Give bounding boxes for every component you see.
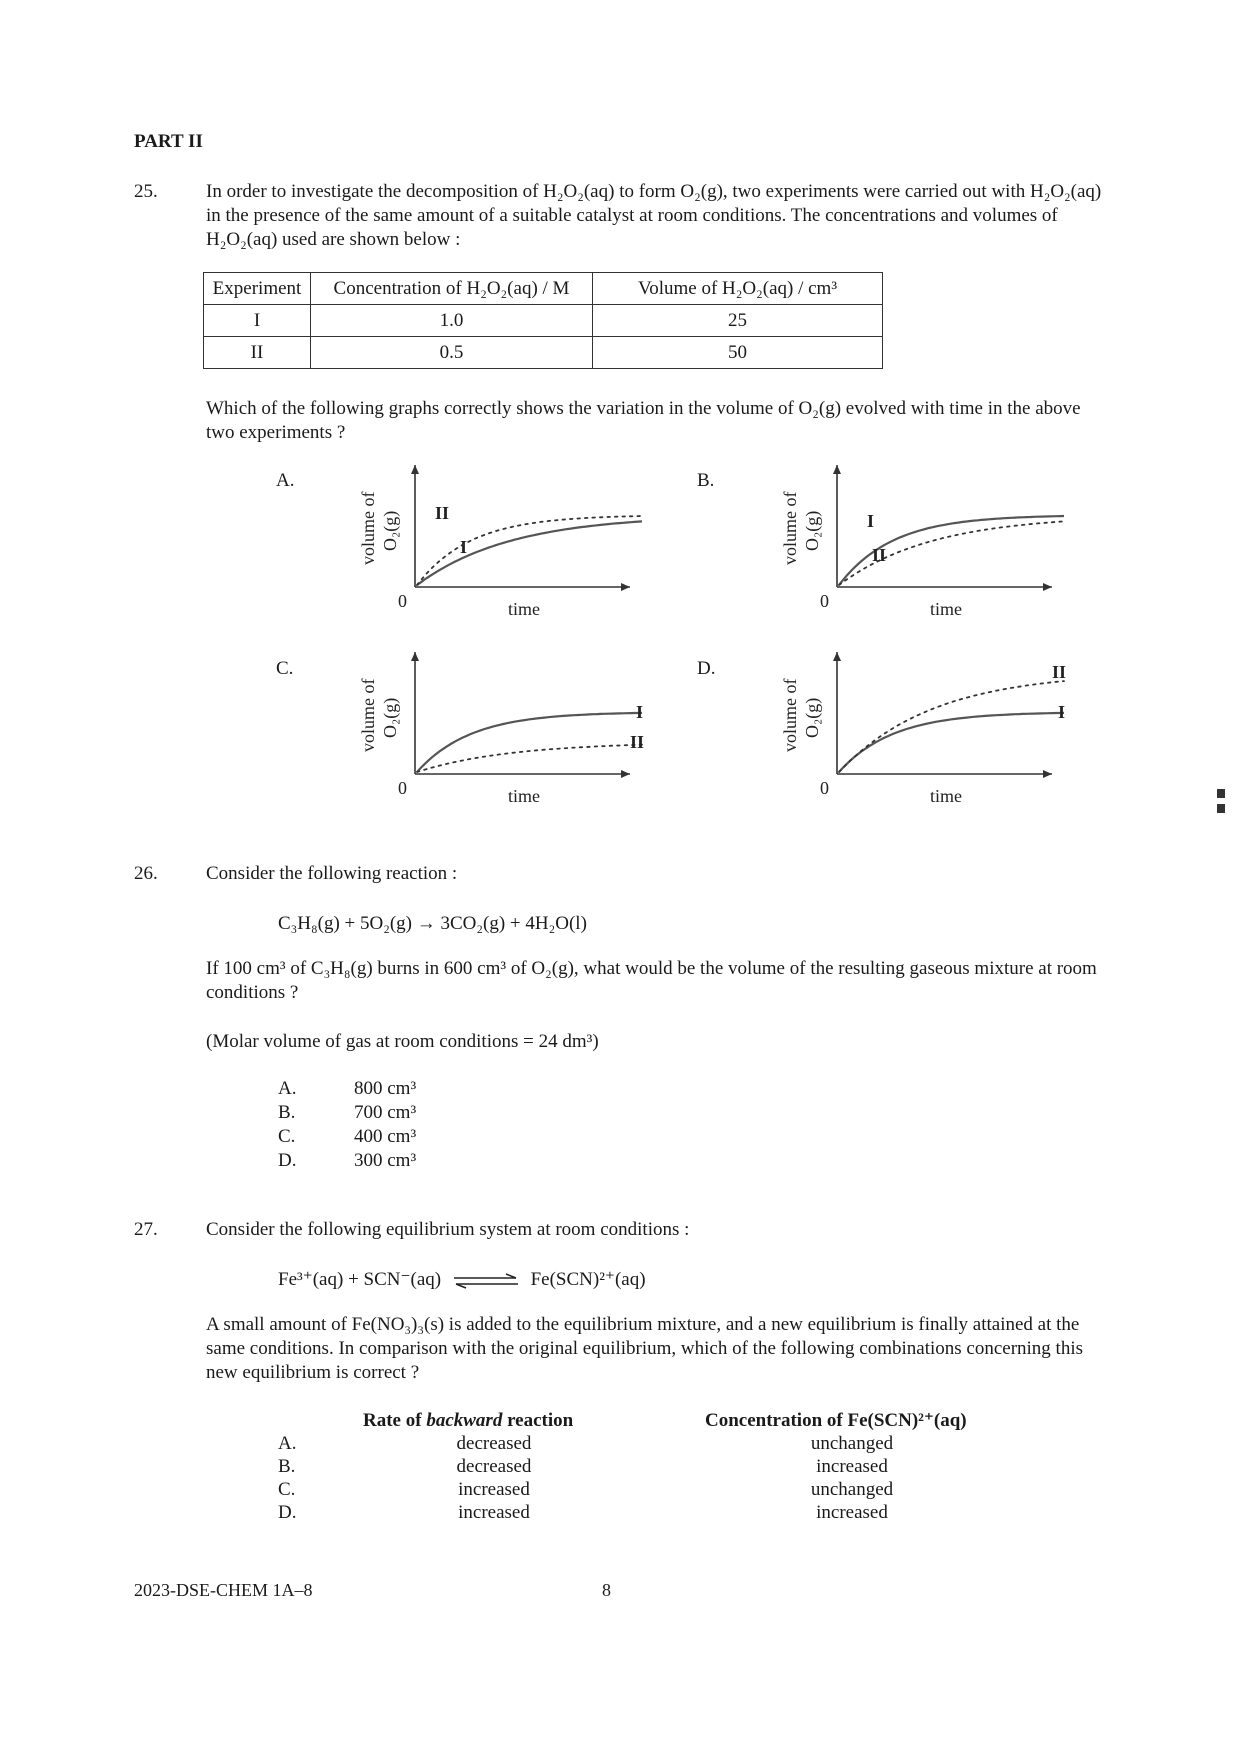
- table-row: [204, 305, 883, 337]
- series-i-label: I: [867, 511, 875, 531]
- graph-option-c: [350, 642, 650, 822]
- q27-col1-header: [363, 1409, 573, 1433]
- col1-header-suffix: reaction: [502, 1410, 574, 1431]
- q27-conc-column: [752, 1432, 952, 1524]
- series-i-label: I: [1058, 702, 1066, 722]
- side-mark: [1217, 804, 1225, 813]
- series-ii-curve: [417, 745, 642, 772]
- q27-equation: [278, 1268, 646, 1292]
- q26-options: [278, 1077, 416, 1173]
- graph-option-letter: B.: [697, 470, 715, 491]
- option-row[interactable]: [278, 1101, 416, 1125]
- table-cell: 1.0: [311, 305, 593, 337]
- option-text: 300 cm³: [354, 1150, 417, 1171]
- option-text: 700 cm³: [354, 1102, 417, 1123]
- y-axis-arrow-icon: [833, 652, 841, 661]
- graph-option-letter: A.: [276, 470, 295, 491]
- series-ii-label: II: [872, 545, 887, 565]
- y-axis-label: volume of: [358, 491, 378, 565]
- graph-option-d: [772, 642, 1072, 822]
- option-text: 400 cm³: [354, 1126, 417, 1147]
- option-conc: increased: [816, 1502, 888, 1523]
- equilibrium-arrows-icon: [450, 1273, 522, 1289]
- option-letter: A.: [278, 1433, 297, 1454]
- series-ii-curve: [417, 516, 642, 585]
- table-row: [204, 337, 883, 369]
- page-number: 8: [602, 1580, 611, 1600]
- option-conc: unchanged: [810, 1433, 894, 1454]
- q26-question: If 100 cm³ of C₃H₈(g) burns in 600 cm³ of O₂(g), what would be the volume of the resulting gaseous mixture at room conditions ?: [206, 958, 1097, 1003]
- x-axis-arrow-icon: [621, 583, 630, 591]
- table-header-cell: Experiment: [204, 273, 311, 305]
- q27-option-letters: [278, 1432, 296, 1524]
- col1-header-prefix: Rate of: [363, 1410, 427, 1431]
- series-ii-label: II: [435, 503, 450, 523]
- col1-header-emph: backward: [426, 1410, 503, 1431]
- option-rate: decreased: [456, 1456, 532, 1477]
- equation-left: Fe³⁺(aq) + SCN⁻(aq): [278, 1269, 442, 1290]
- option-letter: D.: [278, 1150, 297, 1171]
- table-cell: II: [204, 337, 311, 369]
- equation-right: Fe(SCN)²⁺(aq): [530, 1269, 646, 1290]
- footer-code: 2023-DSE-CHEM 1A–8: [134, 1580, 313, 1600]
- option-row[interactable]: [278, 1125, 416, 1149]
- series-i-curve: [417, 713, 645, 772]
- y-axis-label: volume of: [780, 678, 800, 752]
- table-header-cell: Volume of H₂O₂(aq) / cm³: [593, 273, 883, 305]
- y-axis-arrow-icon: [833, 465, 841, 474]
- q26-intro: Consider the following reaction :: [206, 863, 458, 884]
- origin-label: 0: [398, 591, 407, 611]
- option-conc: increased: [816, 1456, 888, 1477]
- x-axis-arrow-icon: [1043, 583, 1052, 591]
- series-i-label: I: [460, 537, 468, 557]
- graph-option-letter: D.: [697, 658, 716, 679]
- graph-option-letter: C.: [276, 658, 294, 679]
- graph-option-b: [772, 455, 1072, 635]
- option-letter: B.: [278, 1456, 296, 1477]
- option-letter: A.: [278, 1078, 297, 1099]
- option-rate: increased: [458, 1479, 530, 1500]
- series-ii-label: II: [630, 732, 645, 752]
- y-axis-label: O₂(g): [802, 510, 822, 551]
- origin-label: 0: [820, 591, 829, 611]
- y-axis-label: O₂(g): [380, 697, 400, 738]
- table-header-row: [204, 273, 883, 305]
- q25-question: Which of the following graphs correctly shows the variation in the volume of O₂(g) evolved with time in the above two experiments ?: [206, 398, 1081, 443]
- y-axis-arrow-icon: [411, 465, 419, 474]
- option-letter: D.: [278, 1502, 297, 1523]
- graph-option-a: [350, 455, 650, 635]
- x-axis-label: time: [508, 786, 540, 806]
- option-letter: C.: [278, 1126, 296, 1147]
- q25-number: 25.: [134, 181, 158, 202]
- series-ii-label: II: [1052, 662, 1067, 682]
- table-cell: 0.5: [311, 337, 593, 369]
- x-axis-arrow-icon: [1043, 770, 1052, 778]
- series-ii-curve: [839, 681, 1064, 772]
- q26-number: 26.: [134, 863, 158, 884]
- q27-question: A small amount of Fe(NO₃)₃(s) is added to the equilibrium mixture, and a new equilibrium is finally attained at the same conditions. In comparison with the original equilibrium, which of the following combinations concerning this new equilibrium is correct ?: [206, 1314, 1084, 1383]
- y-axis-label: O₂(g): [380, 510, 400, 551]
- part-title: PART II: [134, 131, 203, 152]
- x-axis-label: time: [930, 599, 962, 619]
- table-cell: 50: [593, 337, 883, 369]
- series-i-label: I: [636, 702, 644, 722]
- option-rate: decreased: [456, 1433, 532, 1454]
- q27-rate-column: [394, 1432, 594, 1524]
- x-axis-arrow-icon: [621, 770, 630, 778]
- table-cell: 25: [593, 305, 883, 337]
- option-row[interactable]: [278, 1077, 416, 1101]
- origin-label: 0: [398, 778, 407, 798]
- y-axis-arrow-icon: [411, 652, 419, 661]
- y-axis-label: volume of: [780, 491, 800, 565]
- option-rate: increased: [458, 1502, 530, 1523]
- q26-equation: C₃H₈(g) + 5O₂(g) → 3CO₂(g) + 4H₂O(l): [278, 913, 587, 934]
- option-text: 800 cm³: [354, 1078, 417, 1099]
- q26-note: (Molar volume of gas at room conditions = 24 dm³): [206, 1031, 599, 1052]
- q27-col2-header: Concentration of Fe(SCN)²⁺(aq): [705, 1410, 967, 1431]
- origin-label: 0: [820, 778, 829, 798]
- y-axis-label: volume of: [358, 678, 378, 752]
- x-axis-label: time: [508, 599, 540, 619]
- option-conc: unchanged: [810, 1479, 894, 1500]
- option-letter: B.: [278, 1102, 296, 1123]
- table-header-cell: Concentration of H₂O₂(aq) / M: [311, 273, 593, 305]
- q27-intro: Consider the following equilibrium system at room conditions :: [206, 1219, 690, 1240]
- table-cell: I: [204, 305, 311, 337]
- option-row[interactable]: [278, 1149, 416, 1173]
- q25-intro: In order to investigate the decomposition of H₂O₂(aq) to form O₂(g), two experiments were carried out with H₂O₂(aq) in the presence of the same amount of a suitable catalyst at room conditions. The concentrations and volumes of H₂O₂(aq) used are shown below :: [206, 181, 1102, 250]
- side-mark: [1217, 789, 1225, 798]
- y-axis-label: O₂(g): [802, 697, 822, 738]
- q27-number: 27.: [134, 1219, 158, 1240]
- q25-data-table: [203, 272, 883, 369]
- option-letter: C.: [278, 1479, 296, 1500]
- x-axis-label: time: [930, 786, 962, 806]
